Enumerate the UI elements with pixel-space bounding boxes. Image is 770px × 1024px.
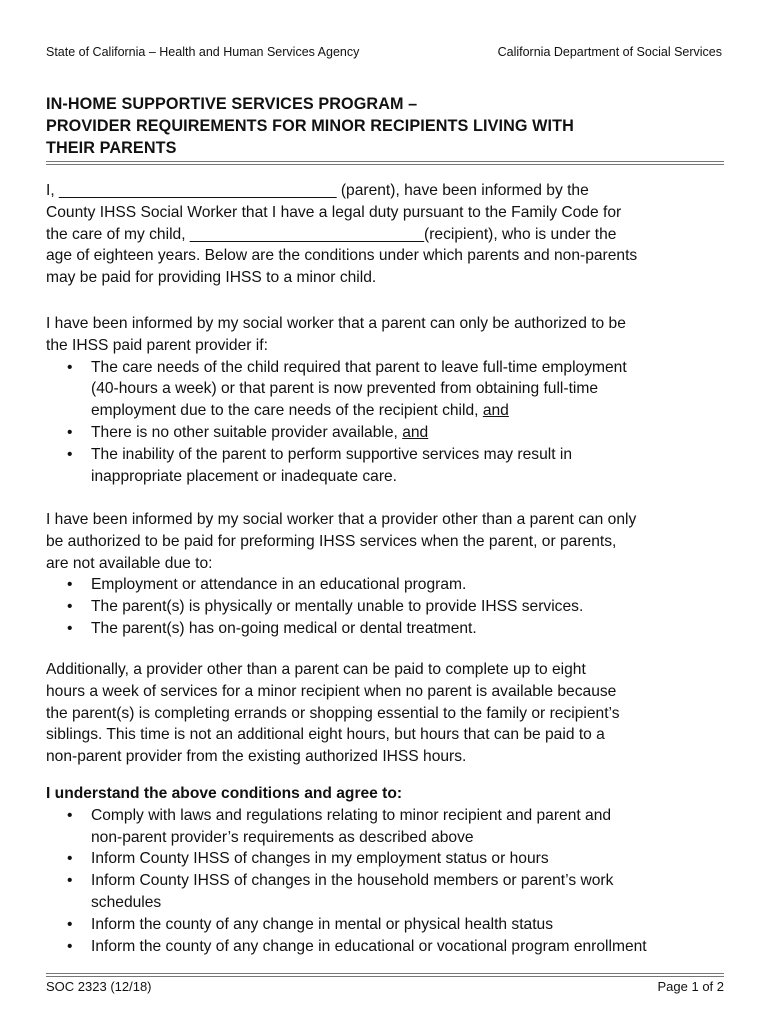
list-item: • The inability of the parent to perform supportive services may result in	[46, 444, 736, 466]
additional-line-5: non-parent provider from the existing authorized IHSS hours.	[46, 748, 467, 766]
list-item: • Employment or attendance in an educational program.	[46, 574, 736, 596]
bullet: •	[67, 423, 73, 441]
list-item: • Inform the county of any change in educational or vocational program enrollment	[46, 936, 736, 958]
list-item: • The parent(s) has on-going medical or dental treatment.	[46, 618, 736, 640]
form-number: SOC 2323 (12/18)	[46, 979, 152, 994]
non-parent-provider-section	[46, 509, 736, 640]
agreement-section	[46, 783, 736, 957]
bullet: •	[67, 576, 73, 594]
title-line-3: THEIR PARENTS	[46, 139, 177, 157]
intro-paragraph	[46, 180, 736, 289]
agreement-heading: I understand the above conditions and agree to:	[46, 785, 403, 802]
nonparent-line-3: are not available due to:	[46, 554, 213, 572]
page-number: Page 1 of 2	[657, 979, 724, 994]
bullet: •	[67, 358, 73, 376]
bullet: •	[67, 915, 73, 933]
and-underlined: and	[482, 402, 509, 420]
list-item: • The parent(s) is physically or mentally unable to provide IHSS services.	[46, 596, 736, 618]
additional-line-1: Additionally, a provider other than a parent can be paid to complete up to eight	[46, 661, 586, 678]
bullet: •	[67, 806, 73, 824]
intro-line-5: may be paid for providing IHSS to a minor child.	[46, 269, 377, 287]
form-title	[46, 93, 736, 159]
list-item: • Inform the county of any change in mental or physical health status	[46, 914, 736, 936]
list-item: • Inform County IHSS of changes in the household members or parent’s work	[46, 870, 736, 892]
footer-divider	[46, 973, 724, 977]
list-item: • The care needs of the child required that parent to leave full-time employment	[46, 357, 736, 379]
additional-paragraph	[46, 659, 736, 768]
parent-section-line-2: the IHSS paid parent provider if:	[46, 336, 268, 354]
nonparent-line-1: I have been informed by my social worker that a provider other than a parent can only	[46, 511, 637, 528]
intro-line-2: County IHSS Social Worker that I have a legal duty pursuant to the Family Code for	[46, 203, 622, 221]
list-item-continuation: employment due to the care needs of the recipient child, and	[91, 402, 509, 420]
bullet: •	[67, 937, 73, 955]
list-item: • There is no other suitable provider available, and	[46, 422, 736, 444]
bullet: •	[67, 850, 73, 868]
additional-line-3: the parent(s) is completing errands or shopping essential to the family or recipient’s	[46, 704, 620, 722]
department-header: California Department of Social Services	[497, 45, 722, 59]
nonparent-line-2: be authorized to be paid for preforming IHSS services when the parent, or parents,	[46, 532, 617, 550]
title-divider	[46, 161, 724, 165]
list-item: • Comply with laws and regulations relating to minor recipient and parent and	[46, 805, 736, 827]
intro-line-1: I, ________________________________ (parent), have been informed by the	[46, 182, 589, 199]
intro-line-3: the care of my child, ___________________________(recipient), who is under the	[46, 225, 617, 243]
and-underlined: and	[402, 423, 429, 441]
bullet: •	[67, 598, 73, 616]
intro-line-4: age of eighteen years. Below are the conditions under which parents and non-parents	[46, 247, 638, 265]
agency-header: State of California – Health and Human Services Agency	[46, 45, 360, 59]
bullet: •	[67, 445, 73, 463]
list-item-continuation: (40-hours a week) or that parent is now prevented from obtaining full-time	[91, 380, 599, 398]
bullet: •	[67, 872, 73, 890]
list-item-continuation: non-parent provider’s requirements as described above	[91, 828, 474, 846]
additional-line-2: hours a week of services for a minor recipient when no parent is available because	[46, 682, 617, 700]
additional-line-4: siblings. This time is not an additional eight hours, but hours that can be paid to a	[46, 726, 605, 744]
title-line-2: PROVIDER REQUIREMENTS FOR MINOR RECIPIENTS LIVING WITH	[46, 117, 574, 135]
list-item-continuation: inappropriate placement or inadequate care.	[91, 467, 398, 485]
title-line-1: IN-HOME SUPPORTIVE SERVICES PROGRAM –	[46, 95, 418, 113]
bullet: •	[67, 619, 73, 637]
list-item: • Inform County IHSS of changes in my employment status or hours	[46, 848, 736, 870]
list-item-continuation: schedules	[91, 893, 162, 911]
parent-section-line-1: I have been informed by my social worker that a parent can only be authorized to be	[46, 315, 626, 332]
parent-provider-section	[46, 313, 736, 487]
